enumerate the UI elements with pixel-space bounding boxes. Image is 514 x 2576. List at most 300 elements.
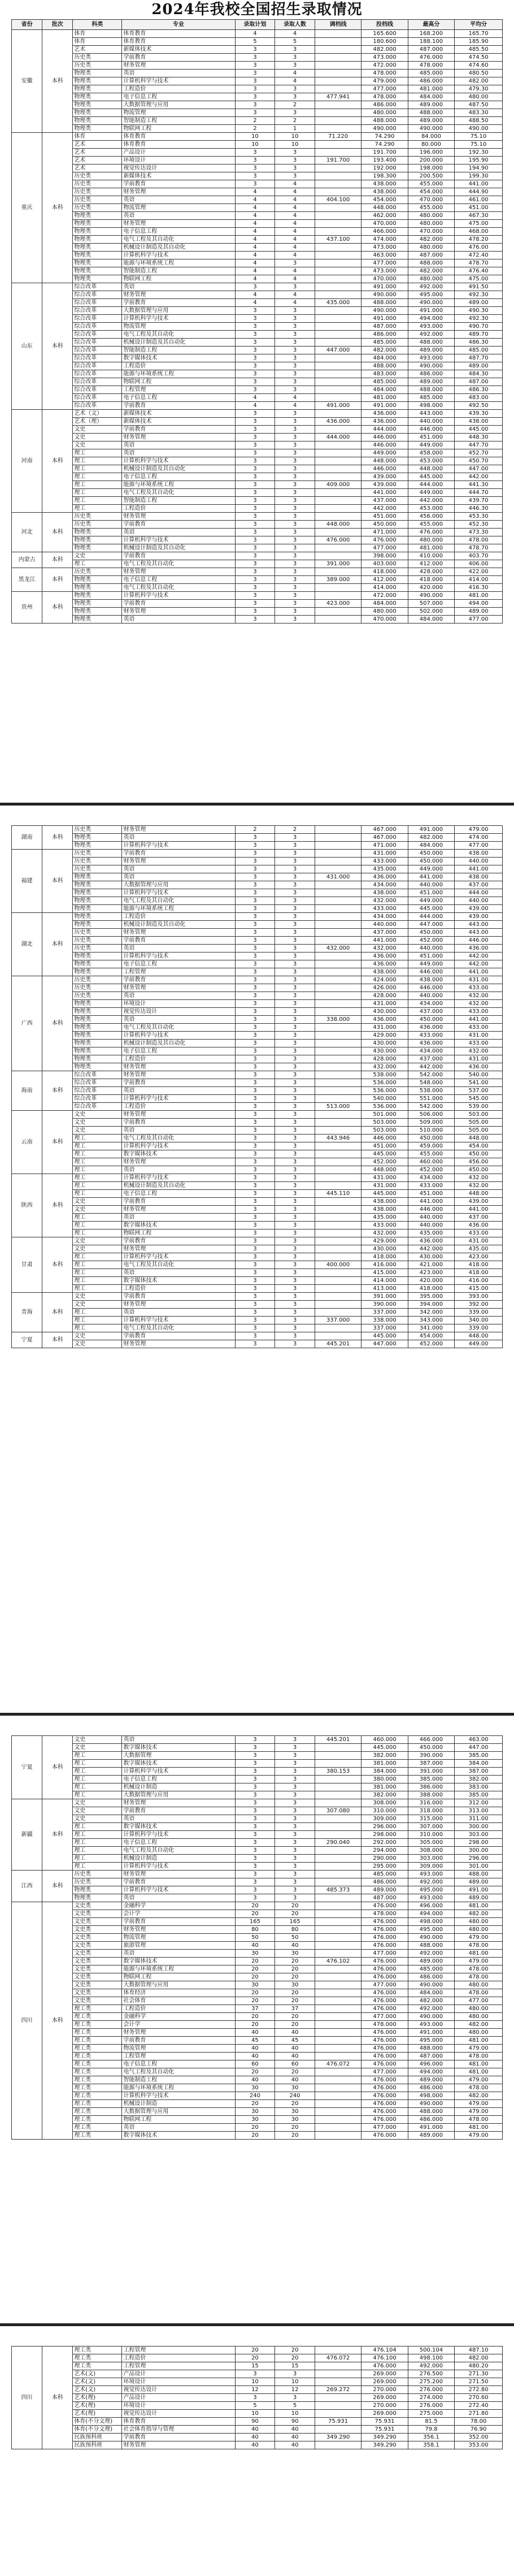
admitted-cell: 20 [275,1965,315,1973]
max-score-cell: 490.000 [408,125,454,133]
avg-score-cell: 478.70 [455,544,503,552]
threshold-cell [315,2124,361,2132]
max-score-cell: 394.000 [408,1301,454,1309]
type-cell: 艺术(理) [73,2394,122,2402]
avg-score-cell: 540.00 [455,1071,503,1079]
major-cell: 电气工程及其自动化 [122,1024,235,1032]
avg-score-cell: 487.50 [455,101,503,109]
max-score-cell: 418.000 [408,1285,454,1293]
table-row [12,2394,503,2402]
threshold-cell [315,291,361,299]
table-row [12,1079,503,1087]
major-cell: 物联网工程 [122,1973,235,1981]
admitted-cell: 3 [275,568,315,576]
admitted-cell: 45 [275,2037,315,2045]
table-row [12,236,503,244]
admitted-cell: 3 [275,984,315,992]
filing-line-cell: 436.000 [361,1016,408,1024]
page-separator [0,2323,514,2326]
plan-cell: 240 [235,2092,275,2100]
filing-line-cell: 431.000 [361,850,408,858]
major-cell: 计算机科学与技术 [122,1095,235,1103]
admitted-cell: 3 [275,600,315,608]
avg-score-cell: 441.00 [455,1016,503,1024]
max-score-cell: 388.000 [408,1791,454,1799]
plan-cell: 20 [235,1989,275,1997]
plan-cell: 3 [235,1752,275,1760]
max-score-cell: 490.000 [408,2013,454,2021]
plan-cell: 3 [235,1229,275,1237]
batch-cell: 本科 [42,1293,73,1332]
max-score-cell: 482.000 [408,267,454,275]
filing-line-cell: 481.000 [361,394,408,402]
threshold-cell: 337.000 [315,1317,361,1324]
table-row [12,1103,503,1111]
threshold-cell [315,2402,361,2410]
filing-line-cell: 438.000 [361,1198,408,1206]
type-cell: 文史 [73,1340,122,1348]
province-cell: 四川 [12,2346,42,2449]
max-score-cell: 490.000 [408,299,454,307]
filing-line-cell: 430.000 [361,1008,408,1016]
admitted-cell: 3 [275,323,315,331]
plan-cell: 3 [235,881,275,889]
type-cell: 综合改革 [73,394,122,402]
batch-cell: 本科 [42,552,73,568]
major-cell: 电气工程及其自动化 [122,1261,235,1269]
avg-score-cell: 489.00 [455,608,503,616]
plan-cell: 3 [235,307,275,315]
type-cell: 物理类 [73,125,122,133]
major-cell: 电子信息工程 [122,1776,235,1783]
type-cell: 文史类 [73,1973,122,1981]
max-score-cell: 491.000 [408,307,454,315]
major-cell: 电子信息工程 [122,228,235,236]
max-score-cell: 449.000 [408,865,454,873]
avg-score-cell: 406.00 [455,560,503,568]
max-score-cell: 428.000 [408,568,454,576]
threshold-cell: 409.000 [315,481,361,489]
plan-cell: 3 [235,1150,275,1158]
max-score-cell: 498.100 [408,2354,454,2362]
table-row [12,38,503,46]
max-score-cell: 454.000 [408,1332,454,1340]
admitted-cell: 3 [275,1079,315,1087]
plan-cell: 3 [235,1823,275,1831]
plan-cell: 20 [235,2021,275,2029]
filing-line-cell: 431.000 [361,1024,408,1032]
threshold-cell [315,2100,361,2108]
page-section [0,825,514,1696]
avg-score-cell: 433.00 [455,1229,503,1237]
threshold-cell [315,608,361,616]
max-score-cell: 450.000 [408,850,454,858]
avg-score-cell: 473.30 [455,529,503,536]
major-cell: 体育教育 [122,2418,235,2426]
threshold-cell [315,1127,361,1135]
threshold-cell [315,1229,361,1237]
admitted-cell: 4 [275,236,315,244]
filing-line-cell: 436.000 [361,960,408,968]
filing-line-cell: 445.000 [361,1150,408,1158]
max-score-cell: 453.000 [408,457,454,465]
table-row [12,457,503,465]
threshold-cell [315,881,361,889]
type-cell: 综合改革 [73,347,122,354]
plan-cell: 3 [235,1309,275,1317]
filing-line-cell: 390.000 [361,1301,408,1309]
threshold-cell [315,960,361,968]
avg-score-cell: 416.30 [455,584,503,592]
table-row [12,1293,503,1301]
admitted-cell: 3 [275,1736,315,1744]
max-score-cell: 486.000 [408,370,454,378]
avg-score-cell: 444.70 [455,489,503,497]
max-score-cell: 486.000 [408,77,454,85]
filing-line-cell: 476.000 [361,2045,408,2053]
avg-score-cell: 432.00 [455,1000,503,1008]
plan-cell: 40 [235,2426,275,2434]
max-score-cell: 476.000 [408,529,454,536]
table-row [12,897,503,905]
major-cell: 数字媒体技术 [122,1222,235,1229]
plan-cell: 40 [235,2441,275,2449]
max-score-cell: 433.000 [408,1182,454,1190]
type-cell: 理工 [73,497,122,505]
type-cell: 物理类 [73,834,122,842]
admitted-cell: 3 [275,1277,315,1285]
plan-cell: 3 [235,992,275,1000]
type-cell: 物理类 [73,889,122,897]
filing-line-cell: 476.000 [361,1926,408,1934]
plan-cell: 3 [235,544,275,552]
admitted-cell: 20 [275,1910,315,1918]
plan-cell: 3 [235,457,275,465]
major-cell: 机械设计制造及其自动化 [122,1182,235,1190]
admitted-cell: 3 [275,1103,315,1111]
plan-cell: 40 [235,2076,275,2084]
admitted-cell: 3 [275,1119,315,1127]
filing-line-cell: 478.000 [361,93,408,101]
filing-line-cell: 191.700 [361,149,408,157]
type-cell: 理工 [73,473,122,481]
threshold-cell [315,592,361,600]
plan-cell: 3 [235,1182,275,1190]
table-row [12,960,503,968]
admitted-cell: 3 [275,1863,315,1871]
threshold-cell [315,2045,361,2053]
admitted-cell: 3 [275,1894,315,1902]
avg-score-cell: 448.00 [455,1135,503,1142]
admitted-cell: 3 [275,362,315,370]
admitted-cell: 80 [275,1926,315,1934]
filing-line-cell: 450.000 [361,521,408,529]
type-cell: 理工类 [73,2037,122,2045]
major-cell: 电气工程及其自动化 [122,584,235,592]
admitted-cell: 40 [275,2045,315,2053]
filing-line-cell: 442.000 [361,505,408,513]
major-cell: 计算机科学与技术 [122,1174,235,1182]
filing-line-cell: 487.000 [361,323,408,331]
admitted-cell: 3 [275,315,315,323]
major-cell: 物流管理 [122,2045,235,2053]
max-score-cell: 315.000 [408,1815,454,1823]
avg-score-cell: 300.00 [455,1847,503,1855]
avg-score-cell: 481.00 [455,1902,503,1910]
type-cell: 理工类 [73,2132,122,2140]
filing-line-cell: 486.000 [361,331,408,339]
admitted-cell: 3 [275,449,315,457]
threshold-cell: 431.000 [315,873,361,881]
plan-cell: 3 [235,101,275,109]
avg-score-cell: 489.00 [455,362,503,370]
avg-score-cell: 452.30 [455,521,503,529]
type-cell: 综合改革 [73,307,122,315]
plan-cell: 4 [235,228,275,236]
threshold-cell [315,850,361,858]
major-cell: 电子信息工程 [122,473,235,481]
type-cell: 理工 [73,1174,122,1182]
major-cell: 财务管理 [122,858,235,865]
threshold-cell [315,1950,361,1958]
max-score-cell: 420.000 [408,584,454,592]
plan-cell: 4 [235,267,275,275]
max-score-cell: 450.000 [408,1016,454,1024]
plan-cell: 20 [235,2100,275,2108]
avg-score-cell: 481.00 [455,592,503,600]
table-row [12,149,503,157]
admitted-cell: 3 [275,331,315,339]
threshold-cell [315,568,361,576]
max-score-cell: 494.000 [408,1910,454,1918]
table-row [12,889,503,897]
filing-line-cell: 446.000 [361,465,408,473]
plan-cell: 3 [235,1768,275,1776]
type-cell: 理工 [73,1823,122,1831]
plan-cell: 20 [235,2068,275,2076]
plan-cell: 3 [235,1839,275,1847]
major-cell: 学前教育 [122,1918,235,1926]
table-row [12,418,503,426]
max-score-cell: 489.000 [408,2076,454,2084]
plan-cell: 4 [235,212,275,220]
province-cell: 山东 [12,283,42,410]
max-score-cell: 495.000 [408,1926,454,1934]
max-score-cell: 551.000 [408,1095,454,1103]
avg-score-cell: 478.70 [455,259,503,267]
admitted-cell: 3 [275,1807,315,1815]
major-cell: 财务管理 [122,1926,235,1934]
type-cell: 理工 [73,465,122,473]
type-cell: 文史 [73,434,122,441]
plan-cell: 4 [235,291,275,299]
filing-line-cell: 470.000 [361,616,408,624]
max-score-cell: 492.000 [408,2005,454,2013]
type-cell: 理工类 [73,2354,122,2362]
avg-score-cell: 486.30 [455,386,503,394]
table-row [12,307,503,315]
threshold-cell: 435.000 [315,299,361,307]
type-cell: 历史类 [73,188,122,196]
table-row [12,1950,503,1958]
admitted-cell: 3 [275,1229,315,1237]
admitted-cell: 3 [275,1815,315,1823]
plan-cell: 3 [235,378,275,386]
avg-score-cell: 505.00 [455,1119,503,1127]
filing-line-cell: 337.000 [361,1309,408,1317]
major-cell: 学前教育 [122,54,235,62]
filing-line-cell: 381.000 [361,1760,408,1768]
type-cell: 理工类 [73,2029,122,2037]
admitted-cell: 3 [275,1016,315,1024]
page-separator [0,803,514,806]
admitted-cell: 3 [275,85,315,93]
province-cell: 江西 [12,1871,42,1902]
avg-score-cell: 438.00 [455,873,503,881]
admitted-cell: 4 [275,299,315,307]
admitted-cell: 10 [275,133,315,141]
max-score-cell: 484.000 [408,1989,454,1997]
admitted-cell: 3 [275,937,315,945]
filing-line-cell: 454.000 [361,196,408,204]
type-cell: 理工类 [73,2045,122,2053]
avg-score-cell: 491.50 [455,283,503,291]
max-score-cell: 506.000 [408,1111,454,1119]
max-score-cell: 423.000 [408,1269,454,1277]
plan-cell: 3 [235,1736,275,1744]
plan-cell: 3 [235,331,275,339]
avg-score-cell: 440.00 [455,897,503,905]
type-cell: 文史类 [73,1950,122,1958]
avg-score-cell: 444.90 [455,188,503,196]
max-score-cell: 445.000 [408,473,454,481]
max-score-cell: 309.000 [408,1863,454,1871]
admitted-cell: 3 [275,283,315,291]
type-cell: 艺术(文) [73,2386,122,2394]
major-cell: 电子信息工程 [122,1190,235,1198]
admitted-cell: 3 [275,347,315,354]
plan-cell: 3 [235,929,275,937]
major-cell: 英语 [122,1815,235,1823]
avg-score-cell: 489.00 [455,1878,503,1886]
filing-line-cell: 269.000 [361,2370,408,2378]
threshold-cell: 477.941 [315,93,361,101]
admitted-cell: 10 [275,141,315,149]
filing-line-cell: 476.000 [361,1989,408,1997]
avg-score-cell: 446.00 [455,937,503,945]
avg-score-cell: 439.00 [455,913,503,921]
threshold-cell [315,1926,361,1934]
avg-score-cell: 478.00 [455,1989,503,1997]
threshold-cell [315,180,361,188]
admitted-cell: 3 [275,1760,315,1768]
major-cell: 英语 [122,1894,235,1902]
avg-score-cell: 486.30 [455,339,503,347]
max-score-cell: 538.000 [408,1087,454,1095]
type-cell: 历史类 [73,172,122,180]
avg-score-cell: 450.00 [455,1166,503,1174]
admitted-cell: 4 [275,70,315,77]
plan-cell: 15 [235,2362,275,2370]
threshold-cell: 445.110 [315,1190,361,1198]
major-cell: 工程管理 [122,2362,235,2370]
admitted-cell: 10 [275,2378,315,2386]
admitted-cell: 3 [275,1269,315,1277]
admitted-cell: 30 [275,2108,315,2116]
threshold-cell [315,1269,361,1277]
threshold-cell [315,362,361,370]
major-cell: 能源与环境系统工程 [122,370,235,378]
table-row [12,449,503,457]
type-cell: 文史类 [73,1910,122,1918]
table-row [12,1222,503,1229]
avg-score-cell: 271.50 [455,2378,503,2386]
admitted-cell: 20 [275,1973,315,1981]
major-cell: 视觉传达设计 [122,1008,235,1016]
major-cell: 工程管理 [122,2346,235,2354]
table-row [12,1340,503,1348]
threshold-cell [315,164,361,172]
avg-score-cell: 78.00 [455,2418,503,2426]
type-cell: 文史类 [73,1918,122,1926]
filing-line-cell: 418.000 [361,1253,408,1261]
admitted-cell: 3 [275,616,315,624]
table-row [12,93,503,101]
column-header-admitted: 录取人数 [275,20,315,30]
table-row [12,497,503,505]
filing-line-cell: 460.000 [361,1736,408,1744]
major-cell: 计算机科学与技术 [122,1768,235,1776]
table-row [12,1237,503,1245]
type-cell: 文史类 [73,1926,122,1934]
admitted-cell: 20 [275,2354,315,2362]
table-row [12,1958,503,1965]
type-cell: 艺术（理） [73,418,122,426]
filing-line-cell: 477.000 [361,259,408,267]
threshold-cell: 436.000 [315,418,361,426]
plan-cell: 45 [235,2037,275,2045]
major-cell: 英语 [122,212,235,220]
admitted-cell: 3 [275,410,315,418]
type-cell: 理工 [73,1324,122,1332]
plan-cell: 3 [235,1878,275,1886]
type-cell: 综合改革 [73,378,122,386]
filing-line-cell: 476.000 [361,2060,408,2068]
avg-score-cell: 454.00 [455,1142,503,1150]
filing-line-cell: 294.000 [361,1847,408,1855]
admitted-cell: 165 [275,1918,315,1926]
max-score-cell: 430.000 [408,1253,454,1261]
filing-line-cell: 381.000 [361,1783,408,1791]
type-cell: 理工 [73,1839,122,1847]
max-score-cell: 481.000 [408,544,454,552]
max-score-cell: 456.000 [408,513,454,521]
plan-cell: 3 [235,1119,275,1127]
admitted-cell: 3 [275,418,315,426]
max-score-cell: 440.000 [408,1214,454,1222]
threshold-cell [315,252,361,259]
type-cell: 物理类 [73,600,122,608]
max-score-cell: 316.000 [408,1799,454,1807]
type-cell: 理工 [73,1760,122,1768]
table-row [12,77,503,85]
type-cell: 物理类 [73,1063,122,1071]
table-row [12,378,503,386]
admitted-cell: 3 [275,1127,315,1135]
table-row [12,1831,503,1839]
filing-line-cell: 270.000 [361,2402,408,2410]
type-cell: 理工 [73,560,122,568]
